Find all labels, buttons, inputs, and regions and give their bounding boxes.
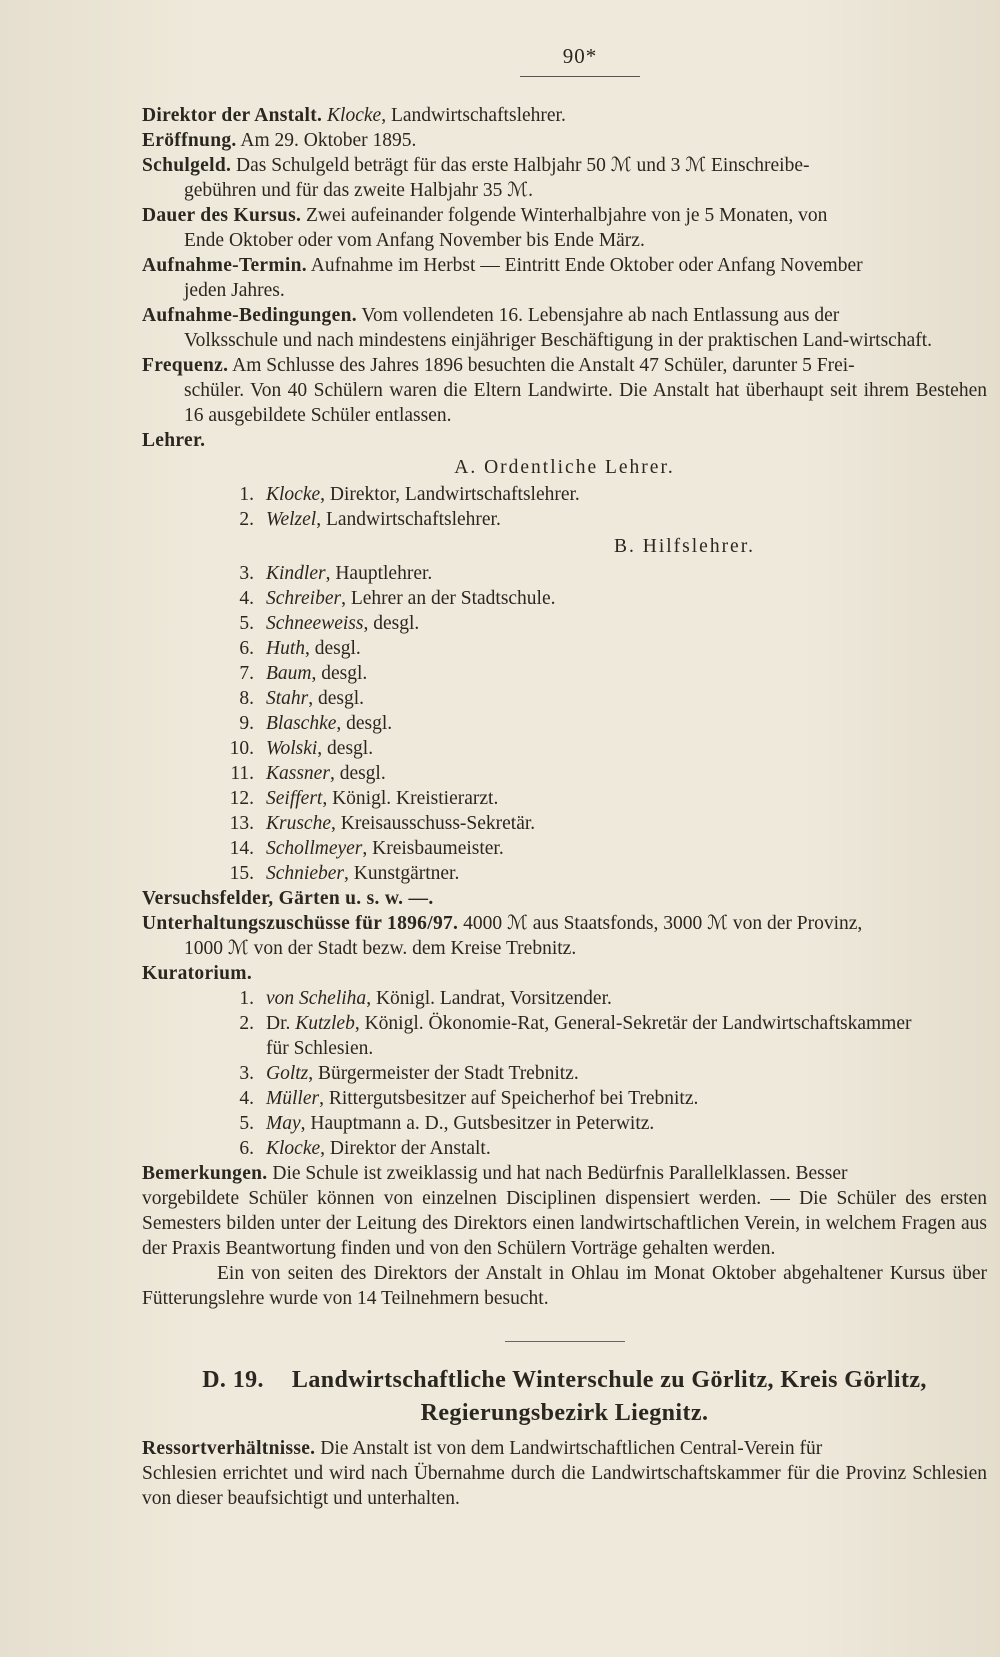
list-item <box>142 1136 987 1161</box>
item-text: , Königl. Ökonomie-Rat, General-Sekretär der Landwirtschaftskammer <box>354 1013 912 1034</box>
entry-continuation: vorgebildete Schüler können von einzelnen Disciplinen dispensiert werden. — Die Schüler des ersten Semesters bilden unter der Leitung des Direktors einen landwirtschaftlichen Verein, in welchem Fragen aus der Praxis Beantwortung finden und von den Schülern Vorträge gehalten werden. <box>142 1188 987 1259</box>
list-item <box>142 482 987 507</box>
list-item <box>142 836 987 861</box>
entry-continuation: gebühren und für das zweite Halbjahr 35 ℳ. <box>184 180 533 201</box>
item-text: , Direktor, Landwirtschaftslehrer. <box>320 484 580 505</box>
person-name: May <box>266 1113 301 1134</box>
person-name: Wolski <box>266 738 318 759</box>
list-item <box>142 861 987 886</box>
item-number: 15. <box>229 863 254 884</box>
person-name: Welzel <box>266 509 317 530</box>
entry-direktor <box>142 103 987 128</box>
person-name: Kindler <box>266 563 326 584</box>
item-number: 3. <box>239 563 254 584</box>
hilfslehrer-heading: B. Hilfslehrer. <box>613 536 756 557</box>
kuratorium-label: Kuratorium. <box>142 963 252 984</box>
entry-continuation: Schlesien errichtet und wird nach Übernahme durch die Landwirtschaftskammer für die Provinz Schlesien von dieser beaufsichtigt und unterhalten. <box>142 1463 987 1509</box>
page-number: 90* <box>562 44 598 68</box>
entry-key: Direktor der Anstalt. <box>142 105 323 126</box>
person-name: Schnieber <box>266 863 344 884</box>
item-text: , desgl. <box>305 638 361 659</box>
item-number: 5. <box>239 1113 254 1134</box>
item-text: , Hauptlehrer. <box>325 563 433 584</box>
person-name: Goltz <box>266 1063 309 1084</box>
item-text: , desgl. <box>308 688 365 709</box>
item-text: , Rittergutsbesitzer auf Speicherhof bei Trebnitz. <box>319 1088 699 1109</box>
person-name: Stahr <box>266 688 309 709</box>
item-text: , Königl. Landrat, Vorsitzender. <box>366 988 612 1009</box>
list-item <box>142 1111 987 1136</box>
entry-key: Dauer des Kursus. <box>142 205 302 226</box>
item-number: 2. <box>239 509 254 530</box>
item-text: , Kreisausschuss-Sekretär. <box>331 813 536 834</box>
section-title-line-1: Landwirtschaftliche Winterschule zu Görlitz, Kreis Görlitz, <box>291 1367 927 1393</box>
person-name: Seiffert <box>266 788 323 809</box>
ordentliche-lehrer-list <box>142 482 987 532</box>
entry-text: Die Schule ist zweiklassig und hat nach Bedürfnis Parallelklassen. Besser <box>272 1163 848 1184</box>
item-number: 10. <box>229 738 254 759</box>
lehrer-label: Lehrer. <box>142 430 206 451</box>
section-title-line-2: Regierungsbezirk Liegnitz. <box>420 1400 709 1426</box>
entry-frequenz <box>142 353 987 428</box>
item-number: 8. <box>239 688 254 709</box>
versuchsfelder-entry: Versuchsfelder, Gärten u. s. w. —. <box>142 888 434 909</box>
person-name: Baum <box>266 663 312 684</box>
kuratorium-list <box>142 986 987 1161</box>
list-item <box>142 586 987 611</box>
section-heading <box>142 1364 987 1430</box>
item-number: 1. <box>239 988 254 1009</box>
entry-dauer <box>142 203 987 253</box>
item-number: 13. <box>229 813 254 834</box>
entry-key: Bemerkungen. <box>142 1163 268 1184</box>
item-number: 4. <box>239 588 254 609</box>
person-name: von Scheliha <box>266 988 367 1009</box>
item-number: 1. <box>239 484 254 505</box>
entry-key: Eröffnung. <box>142 130 237 151</box>
entry-key: Ressortverhältnisse. <box>142 1438 316 1459</box>
item-text: , Bürgermeister der Stadt Trebnitz. <box>308 1063 579 1084</box>
section-number: D. 19. <box>202 1367 264 1393</box>
list-item <box>142 736 987 761</box>
item-number: 11. <box>230 763 254 784</box>
entry-ressortverhaeltnisse <box>142 1436 987 1511</box>
item-number: 5. <box>239 613 254 634</box>
entry-continuation: jeden Jahres. <box>184 280 285 301</box>
person-name: Klocke <box>266 1138 321 1159</box>
person-name: Blaschke <box>266 713 337 734</box>
entry-continuation: 1000 ℳ von der Stadt bezw. dem Kreise Trebnitz. <box>184 938 577 959</box>
item-number: 9. <box>239 713 254 734</box>
item-text: , desgl. <box>329 763 386 784</box>
person-name: Schollmeyer <box>266 838 363 859</box>
entry-continuation: schüler. Von 40 Schülern waren die Eltern Landwirte. Die Anstalt hat überhaupt seit ihrem Bestehen 16 ausgebildete Schüler entlassen. <box>184 380 987 426</box>
list-item <box>142 711 987 736</box>
item-text: , Landwirtschaftslehrer. <box>316 509 501 530</box>
item-text: , desgl. <box>363 613 420 634</box>
list-item <box>142 686 987 711</box>
item-number: 6. <box>239 638 254 659</box>
ordentliche-lehrer-heading: A. Ordentliche Lehrer. <box>454 457 675 478</box>
entry-unterhaltung <box>142 911 987 961</box>
list-item <box>142 1061 987 1086</box>
item-text: , desgl. <box>317 738 374 759</box>
item-continuation: für Schlesien. <box>266 1038 374 1059</box>
item-number: 14. <box>229 838 254 859</box>
item-number: 6. <box>239 1138 254 1159</box>
entry-text: Zwei aufeinander folgende Winterhalbjahre von je 5 Monaten, von <box>306 205 828 226</box>
person-name: Klocke <box>327 105 382 126</box>
item-number: 2. <box>239 1013 254 1034</box>
item-number: 4. <box>239 1088 254 1109</box>
list-item <box>142 986 987 1011</box>
item-number: 3. <box>239 1063 254 1084</box>
section-divider <box>505 1341 625 1342</box>
entry-text: Am 29. Oktober 1895. <box>240 130 417 151</box>
item-text: , Hauptmann a. D., Gutsbesitzer in Peterwitz. <box>300 1113 655 1134</box>
entry-text: Am Schlusse des Jahres 1896 besuchten die Anstalt 47 Schüler, darunter 5 Frei- <box>232 355 855 376</box>
entry-continuation: Volksschule und nach mindestens einjähriger Beschäftigung in der praktischen Land-wirtschaft. <box>184 330 933 351</box>
bemerkungen-paragraph-2: Ein von seiten des Direktors der Anstalt in Ohlau im Monat Oktober abgehaltener Kursus über Fütterungslehre wurde von 14 Teilnehmern besucht. <box>142 1263 987 1309</box>
person-name: Kassner <box>266 763 330 784</box>
entry-aufnahme-bedingungen <box>142 303 987 353</box>
person-name: Schneeweiss <box>266 613 364 634</box>
entry-text: , Landwirtschaftslehrer. <box>381 105 566 126</box>
entry-key: Schulgeld. <box>142 155 232 176</box>
item-text: , desgl. <box>336 713 393 734</box>
hilfslehrer-list <box>142 561 987 886</box>
list-item <box>142 811 987 836</box>
entry-text: Das Schulgeld beträgt für das erste Halbjahr 50 ℳ und 3 ℳ Einschreibe- <box>236 155 810 176</box>
list-item <box>142 1011 987 1061</box>
person-name: Kutzleb <box>295 1013 355 1034</box>
list-item <box>142 761 987 786</box>
list-item <box>142 561 987 586</box>
entry-key: Aufnahme-Bedingungen. <box>142 305 357 326</box>
entry-key: Aufnahme-Termin. <box>142 255 307 276</box>
list-item <box>142 636 987 661</box>
entry-text: Vom vollendeten 16. Lebensjahre ab nach Entlassung aus der <box>361 305 840 326</box>
entry-aufnahme-termin <box>142 253 987 303</box>
item-text: , desgl. <box>311 663 368 684</box>
entry-key: Frequenz. <box>142 355 229 376</box>
entry-key: Unterhaltungszuschüsse für 1896/97. <box>142 913 459 934</box>
intro-section <box>142 103 987 428</box>
page-body <box>142 103 987 1511</box>
list-item <box>142 1086 987 1111</box>
item-text: , Kreisbaumeister. <box>362 838 504 859</box>
list-item <box>142 661 987 686</box>
item-number: 7. <box>239 663 254 684</box>
entry-text: 4000 ℳ aus Staatsfonds, 3000 ℳ von der Provinz, <box>463 913 863 934</box>
person-name: Huth <box>266 638 305 659</box>
entry-text: Aufnahme im Herbst — Eintritt Ende Oktober oder Anfang November <box>310 255 863 276</box>
list-item <box>142 507 987 532</box>
entry-text: Die Anstalt ist von dem Landwirtschaftlichen Central-Verein für <box>320 1438 823 1459</box>
page-number-rule <box>520 76 640 77</box>
person-name: Schreiber <box>266 588 342 609</box>
entry-eroeffnung <box>142 128 987 153</box>
item-number: 12. <box>229 788 254 809</box>
entry-bemerkungen <box>142 1161 987 1261</box>
item-text: , Königl. Kreistierarzt. <box>322 788 499 809</box>
title-prefix: Dr. <box>266 1013 296 1034</box>
item-text: , Direktor der Anstalt. <box>320 1138 491 1159</box>
entry-continuation: Ende Oktober oder vom Anfang November bis Ende März. <box>184 230 645 251</box>
person-name: Klocke <box>266 484 321 505</box>
item-text: , Lehrer an der Stadtschule. <box>341 588 556 609</box>
person-name: Müller <box>266 1088 320 1109</box>
list-item <box>142 611 987 636</box>
item-text: , Kunstgärtner. <box>343 863 460 884</box>
entry-schulgeld <box>142 153 987 203</box>
person-name: Krusche <box>266 813 331 834</box>
list-item <box>142 786 987 811</box>
